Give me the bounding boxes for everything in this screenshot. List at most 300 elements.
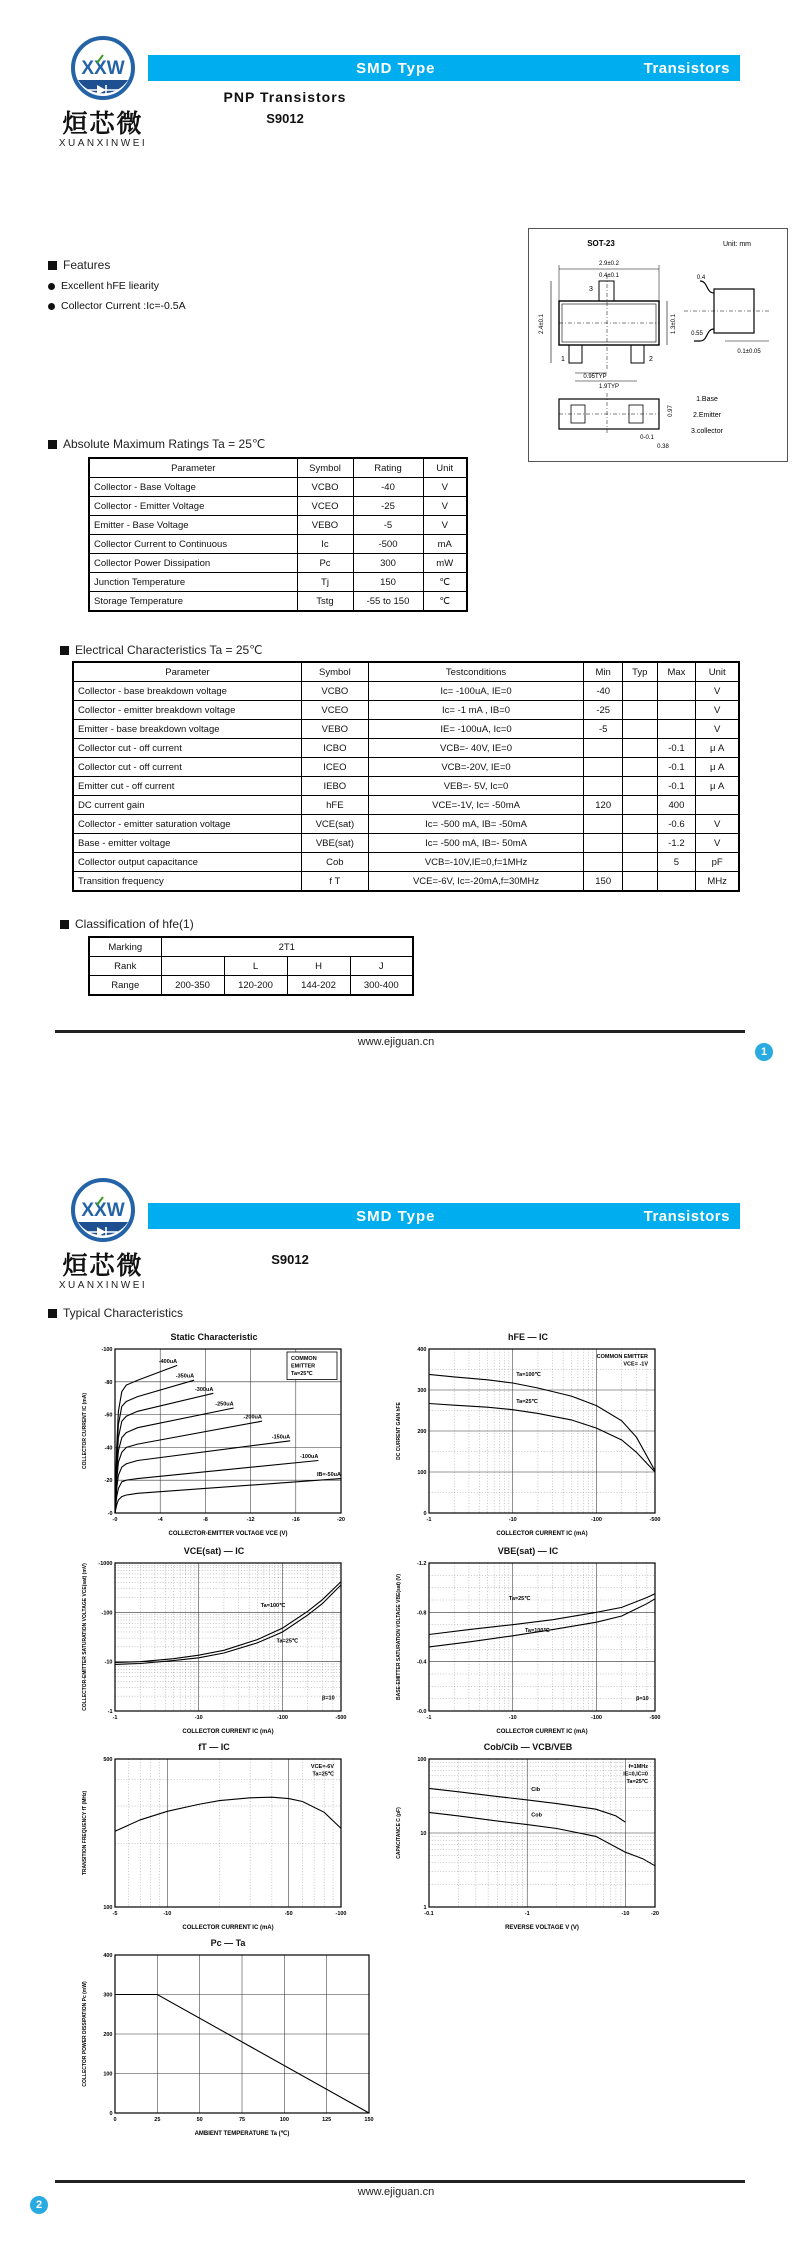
svg-text:-10: -10 [163,1911,172,1917]
table-cell: VCBO [301,682,368,701]
table-cell: Collector - emitter saturation voltage [73,815,301,834]
svg-text:1: 1 [423,1905,427,1911]
chart-title: Cob/Cib — VCB/VEB [483,1742,573,1752]
table-header-row [89,458,467,478]
chart-canvas [392,1752,664,1932]
device-type-title: PNP Transistors [223,89,347,105]
table-cell: 300 [353,554,423,573]
footer-rule [55,1030,745,1033]
table-cell: Collector cut - off current [73,739,301,758]
table-row [73,853,739,872]
table-cell: 300-400 [350,976,413,996]
table-cell [657,872,696,892]
svg-text:-200uA: -200uA [243,1414,262,1421]
column-header: Unit [696,662,739,682]
column-header: Symbol [297,458,353,478]
svg-text:-0: -0 [107,1511,113,1517]
column-header: Parameter [89,458,297,478]
svg-text:-20: -20 [337,1517,345,1523]
svg-text:100: 100 [103,2071,113,2078]
table-cell: IE= -100uA, Ic=0 [368,720,584,739]
table-row [73,701,739,720]
series-line [429,1599,655,1647]
svg-text:-100: -100 [335,1911,347,1917]
table-cell: VCEO [301,701,368,720]
chart-vbesat-vs-ic [392,1546,664,1736]
svg-text:-150uA: -150uA [271,1434,291,1441]
table-cell [623,701,657,720]
svg-text:-60: -60 [104,1412,113,1419]
chart-title: fT — IC [198,1742,230,1752]
svg-text:VCE=-6V: VCE=-6V [310,1764,334,1770]
table-row [73,834,739,853]
svg-text:IB=-50uA: IB=-50uA [317,1472,341,1479]
table-cell: 144-202 [287,976,350,996]
table-cell: 400 [657,796,696,815]
svg-text:-100: -100 [276,1715,288,1721]
logo-mark-icon [48,34,158,106]
table-cell: -40 [353,478,423,497]
svg-text:TRANSITION FREQUENCY fT (M: TRANSITION FREQUENCY fT (MHz) [82,1790,88,1876]
package-dim-label: 1.9TYP [598,384,620,390]
table-row [89,478,467,497]
table-cell: Emitter cut - off current [73,777,301,796]
svg-text:COLLECTOR POWER DISSIPATION P: COLLECTOR POWER DISSIPATION Pc (mW) [82,1981,88,2087]
table-cell [584,815,623,834]
table-row [73,758,739,777]
table-cell: 2T1 [161,937,413,957]
svg-text:-8: -8 [202,1517,208,1523]
svg-text:150: 150 [364,2117,374,2123]
table-cell: L [224,957,287,976]
series-line [429,1404,655,1473]
table-cell: Cob [301,853,368,872]
table-row [89,592,467,612]
column-header: Testconditions [368,662,584,682]
table-cell: mA [423,535,467,554]
table-cell: VCEO [297,497,353,516]
svg-text:Cib: Cib [531,1787,541,1794]
footer-url[interactable]: www.ejiguan.cn [357,2186,435,2198]
table-cell: J [350,957,413,976]
table-cell: hFE [301,796,368,815]
package-dim-label: 0.38 [657,444,669,450]
table-cell: V [696,701,739,720]
table-cell: ℃ [423,573,467,592]
classification-heading-label: Classification of hfe(1) [75,917,194,931]
chart-hfe-vs-ic [392,1332,664,1538]
column-header: Parameter [73,662,301,682]
elec-heading [60,643,263,657]
table-cell: -1.2 [657,834,696,853]
svg-text:-100: -100 [101,1347,113,1353]
table-cell: Marking [89,937,161,957]
classification-table [88,936,414,996]
table-cell [623,796,657,815]
table-cell: -55 to 150 [353,592,423,612]
abs-max-heading [48,437,265,451]
svg-text:COLLECTOR-EMITTER SATURATION V: COLLECTOR-EMITTER SATURATION VOLTAGE VCE(sat) (mV) [82,1563,88,1711]
svg-text:0: 0 [109,2111,113,2117]
table-cell: pF [696,853,739,872]
svg-text:-50: -50 [284,1911,293,1917]
table-cell [623,853,657,872]
section-square-icon [48,261,57,270]
svg-text:-5: -5 [112,1911,118,1917]
table-cell [584,739,623,758]
table-cell [657,701,696,720]
package-dim-label: 3 [589,286,593,293]
svg-text:25: 25 [154,2117,161,2123]
svg-text:300: 300 [417,1388,427,1394]
svg-text:-4: -4 [157,1517,163,1523]
svg-text:-250uA: -250uA [215,1401,234,1408]
bullet-icon [48,283,55,290]
header-bar-category: Transistors [643,59,730,77]
chart-canvas [392,1342,664,1538]
table-cell: Collector output capacitance [73,853,301,872]
table-cell: 5 [657,853,696,872]
table-cell: VCE=-6V, Ic=-20mA,f=30MHz [368,872,584,892]
header-bar-type: SMD Type [356,59,436,77]
table-row [89,976,413,996]
svg-text:-40: -40 [104,1445,113,1452]
logo-monogram: XXW [81,58,125,79]
svg-text:Ta=25℃: Ta=25℃ [276,1638,299,1645]
company-logo [48,34,158,149]
typical-heading [48,1306,183,1320]
svg-text:REVERSE VOLTAGE V (V): REVERSE VOLTAGE V (V) [505,1925,579,1931]
table-row [89,573,467,592]
table-cell: Collector cut - off current [73,758,301,777]
chart-canvas [392,1556,664,1736]
svg-text:COLLECTOR CURRENT IC (mA): COLLECTOR CURRENT IC (mA) [496,1531,588,1537]
package-outline-box [528,228,788,462]
svg-text:COMMON EMITTER: COMMON EMITTER [596,1354,648,1360]
series-line [115,1421,262,1513]
svg-text:-1: -1 [107,1709,113,1715]
series-line [115,1585,341,1665]
svg-text:-1000: -1000 [98,1561,113,1567]
svg-text:400: 400 [417,1347,427,1353]
table-cell [696,796,739,815]
package-dim-label: 0.55 [691,331,703,337]
svg-text:COLLECTOR CURRENT IC (mA): COLLECTOR CURRENT IC (mA) [182,1729,274,1735]
table-cell: Collector - Base Voltage [89,478,297,497]
chart-canvas [78,1752,350,1932]
table-row [73,796,739,815]
svg-text:AMBIENT TEMPERATURE Ta (℃): AMBIENT TEMPERATURE Ta (℃) [194,2131,290,2137]
svg-text:-100: -100 [590,1517,602,1523]
table-cell: Ic= -500 mA, IB= -50mA [368,815,584,834]
svg-text:-80: -80 [104,1379,113,1386]
table-cell: -40 [584,682,623,701]
svg-text:-1.2: -1.2 [417,1561,427,1567]
table-cell: -25 [584,701,623,720]
svg-text:-20: -20 [651,1911,659,1917]
logo-chinese-name: 烜芯微 [62,1251,144,1280]
table-cell [657,682,696,701]
package-dim-label: 2.Emitter [692,412,722,419]
svg-text:-10: -10 [104,1659,113,1666]
svg-text:75: 75 [238,2117,246,2123]
table-cell: Collector - base breakdown voltage [73,682,301,701]
table-cell: μ A [696,777,739,796]
logo-mark-icon [48,1176,158,1248]
table-cell: Pc [297,554,353,573]
column-header: Max [657,662,696,682]
table-cell: VCB=-20V, IE=0 [368,758,584,777]
footer-url[interactable]: www.ejiguan.cn [357,1036,435,1048]
svg-text:50: 50 [196,2117,203,2123]
svg-text:Ta=100℃: Ta=100℃ [524,1628,550,1635]
chart-title: VBE(sat) — IC [497,1546,559,1556]
package-dim-label: 1 [561,356,565,363]
svg-text:-10: -10 [621,1911,630,1917]
table-cell: IEBO [301,777,368,796]
series-line [115,1461,318,1514]
svg-text:-1: -1 [112,1715,118,1721]
table-cell: -0.1 [657,758,696,777]
table-row [89,554,467,573]
table-cell [623,872,657,892]
svg-text:COLLECTOR CURRENT IC (mA): COLLECTOR CURRENT IC (mA) [496,1729,588,1735]
chart-title: Pc — Ta [210,1938,246,1948]
table-cell [623,815,657,834]
table-cell: -5 [353,516,423,535]
package-dim-label: 1.Base [696,396,718,403]
svg-text:COMMON: COMMON [291,1356,317,1362]
svg-text:Ta=100℃: Ta=100℃ [516,1372,541,1379]
section-square-icon [48,440,57,449]
table-cell: V [696,815,739,834]
svg-text:-20: -20 [104,1478,113,1485]
svg-text:-300uA: -300uA [194,1386,214,1393]
svg-text:-0.4: -0.4 [417,1659,427,1666]
package-dim-label: 2.9±0.2 [599,261,619,267]
table-cell: Ic= -100uA, IE=0 [368,682,584,701]
svg-text:-10: -10 [194,1715,203,1721]
table-cell: ICBO [301,739,368,758]
table-cell [623,758,657,777]
table-cell: -0.6 [657,815,696,834]
svg-text:COLLECTOR CURRENT IC (mA): COLLECTOR CURRENT IC (mA) [82,1392,88,1470]
svg-text:-500: -500 [335,1715,347,1721]
svg-text:100: 100 [279,2117,289,2123]
table-row [73,682,739,701]
table-cell [623,834,657,853]
table-row [73,815,739,834]
svg-text:-1: -1 [524,1911,530,1917]
svg-text:0: 0 [423,1511,427,1517]
table-row [89,535,467,554]
table-cell: Collector Current to Continuous [89,535,297,554]
svg-text:DC CURRENT GAIN hFE: DC CURRENT GAIN hFE [396,1402,402,1460]
table-cell: V [423,478,467,497]
table-cell: Transition frequency [73,872,301,892]
chart-static-characteristic [78,1332,350,1538]
table-cell: Emitter - base breakdown voltage [73,720,301,739]
page-number-badge: 2 [30,2196,48,2214]
table-cell: Rank [89,957,161,976]
table-row [73,777,739,796]
table-cell: 120 [584,796,623,815]
column-header: Min [584,662,623,682]
svg-text:β=10: β=10 [635,1695,649,1702]
chart-title: VCE(sat) — IC [183,1546,245,1556]
page-number-badge: 1 [755,1043,773,1061]
table-cell: 150 [584,872,623,892]
package-dim-label: 0.95TYP [583,374,607,380]
package-dim-label: 0.1±0.05 [737,349,761,355]
package-dim-label: 0.97 [668,405,674,417]
feature-item [48,300,186,312]
svg-text:β=10: β=10 [321,1695,335,1702]
chart-canvas [78,1556,350,1736]
features-section [48,258,186,312]
svg-text:-12: -12 [246,1517,255,1523]
svg-text:Cob: Cob [531,1812,542,1819]
svg-text:-500: -500 [649,1517,661,1523]
svg-text:BASE-EMITTER SATURATION VOLTAG: BASE-EMITTER SATURATION VOLTAGE VBE(sat) (V) [396,1573,402,1701]
table-row [89,516,467,535]
svg-text:-10: -10 [508,1715,517,1721]
table-cell: Ic= -500 mA, IB=- 50mA [368,834,584,853]
svg-text:EMITTER: EMITTER [291,1363,316,1370]
logo-chinese-name: 烜芯微 [62,109,144,138]
svg-text:VCE= -1V: VCE= -1V [623,1361,648,1368]
svg-text:COLLECTOR-EMITTER VOLTAGE VC: COLLECTOR-EMITTER VOLTAGE VCE (V) [168,1531,288,1537]
table-cell: H [287,957,350,976]
table-cell: V [696,682,739,701]
header-bar-category: Transistors [643,1207,730,1225]
svg-text:-0.8: -0.8 [417,1610,427,1617]
table-row [73,720,739,739]
svg-text:125: 125 [322,2117,332,2123]
svg-text:-100: -100 [101,1610,113,1617]
company-logo [48,1176,158,1291]
table-cell: VCE=-1V, Ic= -50mA [368,796,584,815]
footer-rule [55,2180,745,2183]
package-dim-label: Unit: mm [723,241,751,248]
table-cell: 120-200 [224,976,287,996]
svg-text:-100: -100 [590,1715,602,1721]
table-cell [584,853,623,872]
column-header: Typ [623,662,657,682]
svg-text:100: 100 [417,1757,427,1763]
table-cell: -25 [353,497,423,516]
feature-text: Excellent hFE liearity [61,280,160,292]
svg-text:-1: -1 [426,1715,432,1721]
logo-english-name: XUANXINWEI [58,1280,148,1292]
table-cell: Collector - Emitter Voltage [89,497,297,516]
svg-text:-1: -1 [426,1517,432,1523]
package-dim-label: 3.collector [691,428,723,435]
table-cell: Tstg [297,592,353,612]
table-cell: Emitter - Base Voltage [89,516,297,535]
table-cell: VCB=- 40V, IE=0 [368,739,584,758]
table-header-row [73,662,739,682]
series-line [115,1380,194,1513]
svg-text:300: 300 [103,1992,113,1999]
svg-text:CAPACITANCE C (pF): CAPACITANCE C (pF) [396,1807,402,1859]
svg-text:0: 0 [113,2117,117,2123]
chart-title: hFE — IC [508,1332,548,1342]
table-cell: 150 [353,573,423,592]
table-cell: DC current gain [73,796,301,815]
svg-text:COLLECTOR CURRENT IC (mA): COLLECTOR CURRENT IC (mA) [182,1925,274,1931]
svg-text:-0: -0 [112,1517,118,1523]
abs-max-heading-label: Absolute Maximum Ratings Ta = 25℃ [63,437,266,451]
table-cell: μ A [696,758,739,777]
table-cell: Ic= -1 mA , IB=0 [368,701,584,720]
table-cell: μ A [696,739,739,758]
series-line [115,1479,341,1513]
svg-text:-100uA: -100uA [300,1454,319,1461]
svg-text:Ta=25℃: Ta=25℃ [291,1371,313,1377]
column-header: Symbol [301,662,368,682]
table-cell [623,777,657,796]
table-cell: 200-350 [161,976,224,996]
svg-text:200: 200 [417,1429,427,1435]
table-cell [623,739,657,758]
table-header [73,662,739,682]
part-number: S9012 [271,1252,309,1267]
package-dim-label: 0.4±0.1 [599,273,619,279]
table-cell [161,957,224,976]
classification-heading [60,917,194,931]
table-cell: V [696,720,739,739]
column-header: Unit [423,458,467,478]
section-square-icon [60,646,69,655]
table-cell: V [423,497,467,516]
table-cell: -500 [353,535,423,554]
svg-text:400: 400 [103,1953,113,1959]
header-bar [148,1203,740,1229]
table-cell: -0.1 [657,777,696,796]
package-drawing [529,229,787,461]
header-bar-type: SMD Type [356,1207,436,1225]
series-line [115,1408,234,1513]
table-cell: Tj [297,573,353,592]
svg-text:-0.1: -0.1 [424,1911,434,1917]
table-row [89,957,413,976]
table-cell: -0.1 [657,739,696,758]
table-cell [584,777,623,796]
svg-text:-16: -16 [291,1517,300,1523]
table-row [73,872,739,892]
svg-text:-400uA: -400uA [158,1358,178,1365]
table-cell: V [423,516,467,535]
abs-max-table [88,457,468,612]
chart-canvas [78,1948,378,2138]
part-number: S9012 [266,111,304,126]
bullet-icon [48,303,55,310]
table-cell: ICEO [301,758,368,777]
section-square-icon [48,1309,57,1318]
table-cell [657,720,696,739]
package-dim-label: 0.4 [696,275,706,281]
svg-text:500: 500 [103,1757,113,1763]
svg-text:10: 10 [420,1831,427,1837]
elec-table [72,661,740,892]
svg-text:Ta=25℃: Ta=25℃ [508,1595,531,1602]
package-dim-label: 1.3±0.1 [671,314,677,334]
table-cell: VCB=-10V,IE=0,f=1MHz [368,853,584,872]
table-row [89,497,467,516]
svg-text:Ta=25℃: Ta=25℃ [516,1399,538,1406]
chart-vcesat-vs-ic [78,1546,350,1736]
